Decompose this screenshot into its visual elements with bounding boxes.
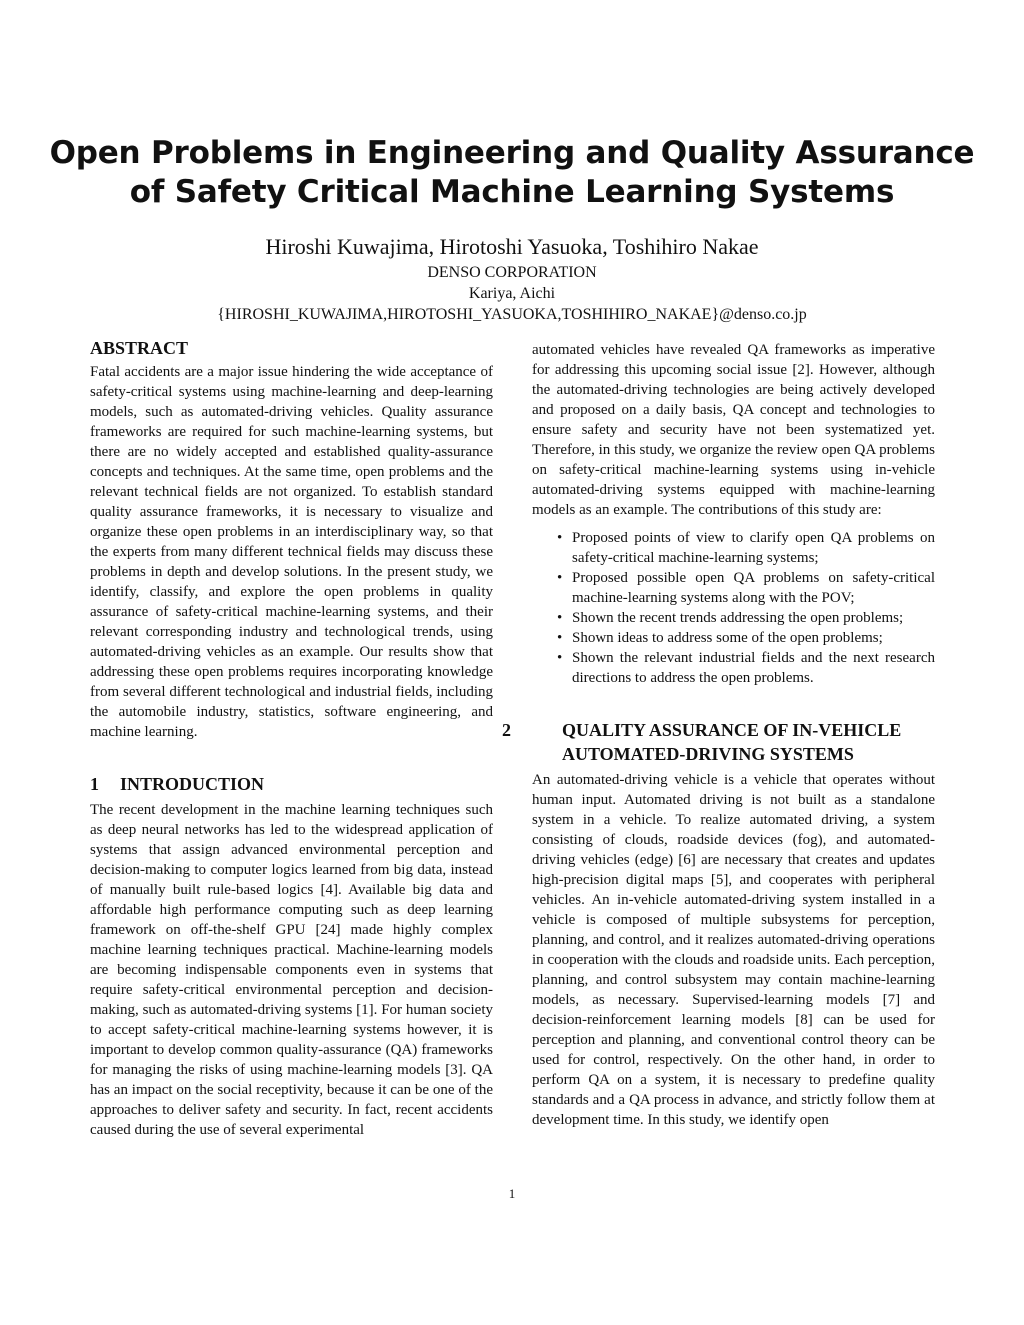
introduction-paragraph-2: automated vehicles have revealed QA frameworks as imperative for addressing this upcoming social issue [2]. However, although the automated-driving technologies are being actively developed and proposed on a daily basis, QA concept and technologies to ensure safety and security have not been systematized yet. Therefore, in this study, we organize the review open QA problems on safety-critical machine-learning systems using in-vehicle automated-driving systems equipped with machine-learning models as an example. The contributions of this study are: [532, 342, 935, 518]
right-column [502, 340, 935, 1130]
abstract-heading: ABSTRACT [90, 338, 189, 358]
author-email: {HIROSHI_KUWAJIMA,HIROTOSHI_YASUOKA,TOSHIHIRO_NAKAE}@denso.co.jp [217, 306, 807, 323]
section-title: QUALITY ASSURANCE OF IN-VEHICLE AUTOMATED-DRIVING SYSTEMS [562, 720, 902, 764]
list-item: • Proposed possible open QA problems on safety-critical machine-learning systems along with the POV; [557, 570, 935, 606]
section2-heading [502, 718, 935, 766]
page-number: 1 [508, 1186, 516, 1201]
introduction-heading [90, 772, 493, 796]
bullet-icon: • [557, 610, 563, 626]
list-item: • Shown the relevant industrial fields and the next research directions to address the open problems. [557, 650, 935, 686]
bullet-icon: • [557, 570, 563, 586]
list-item: • Shown the recent trends addressing the open problems; [557, 610, 904, 626]
left-column [90, 336, 493, 1140]
abstract-text: Fatal accidents are a major issue hindering the wide acceptance of safety-critical systems using machine-learning and deep-learning models, such as automated-driving vehicles. Quality assurance frameworks are required for such machine-learning systems, but there are no widely accepted and established quality-assurance concepts and techniques. At the same time, open problems and the relevant technical fields are not organized. To establish standard quality assurance frameworks, it is necessary to visualize and organize these open problems in an interdisciplinary way, so that the experts from many different technical fields may discuss these problems in depth and develop solutions. In the present study, we identify, classify, and explore the open problems in quality assurance of safety-critical machine-learning systems, and their relevant corresponding industry and technological trends, using automated-driving vehicles as an example. Our results show that addressing these open problems requires incorporating knowledge from several different technological and industrial fields, including the automobile industry, statistics, software engineering, and machine learning. [90, 364, 493, 740]
paper-title: Open Problems in Engineering and Quality Assurance of Safety Critical Machine Learning Systems [49, 135, 975, 210]
author-names: Hiroshi Kuwajima, Hirotoshi Yasuoka, Toshihiro Nakae [265, 234, 759, 259]
introduction-paragraph-1: The recent development in the machine learning techniques such as deep neural networks has led to the widespread application of systems that assign advanced environmental perception and decision-making to computer logics learned from big data, instead of manually built rule-based logics [4]. Available big data and affordable high performance computing such as deep learning framework on off-the-shelf GPU [24] made highly complex machine learning techniques practical. Machine-learning models are becoming indispensable components even in systems that require safety-critical environmental perception and decision-making, such as automated-driving systems [1]. For human society to accept safety-critical machine-learning systems however, it is important to develop common quality-assurance (QA) frameworks for managing the risks of using machine-learning models [3]. QA has an impact on the social receptivity, because it can be one of the approaches to deliver safety and security. In fact, recent accidents caused during the use of several experimental [90, 802, 493, 1138]
section-number: 1 [90, 774, 99, 794]
section2-paragraph: An automated-driving vehicle is a vehicle that operates without human input. Automated driving is not built as a standalone system in a vehicle. To realize automated driving, a system consisting of clouds, roadside devices (fog), and automated-driving vehicles (edge) [6] are necessary that creates and updates high-precision digital maps [5], and cooperates with peripheral vehicles. An in-vehicle automated-driving system installed in a vehicle is composed of multiple subsystems for perception, planning, and control, and it realizes automated-driving operations in cooperation with the clouds and roadside units. Each perception, planning, and control subsystem may contain machine-learning models, as necessary. Supervised-learning models [7] and decision-reinforcement learning models [8] can be used for perception and planning, and conventional control theory can be used for control, respectively. On the other hand, in order to perform QA on a system, it is necessary to predefine quality standards and a QA process in advance, and strictly follow them at development time. In this study, we identify open [532, 772, 935, 1128]
section-title: INTRODUCTION [120, 774, 265, 794]
bullet-icon: • [557, 650, 563, 666]
affiliation: DENSO CORPORATION [427, 264, 597, 281]
bullet-icon: • [557, 630, 563, 646]
location: Kariya, Aichi [468, 285, 556, 302]
list-item: • Proposed points of view to clarify open QA problems on safety-critical machine-learning systems; [557, 530, 935, 566]
author-block [40, 232, 984, 325]
contributions-list [532, 528, 935, 688]
list-item: • Shown ideas to address some of the open problems; [557, 630, 883, 646]
bullet-icon: • [557, 530, 563, 546]
section-number: 2 [502, 720, 511, 740]
